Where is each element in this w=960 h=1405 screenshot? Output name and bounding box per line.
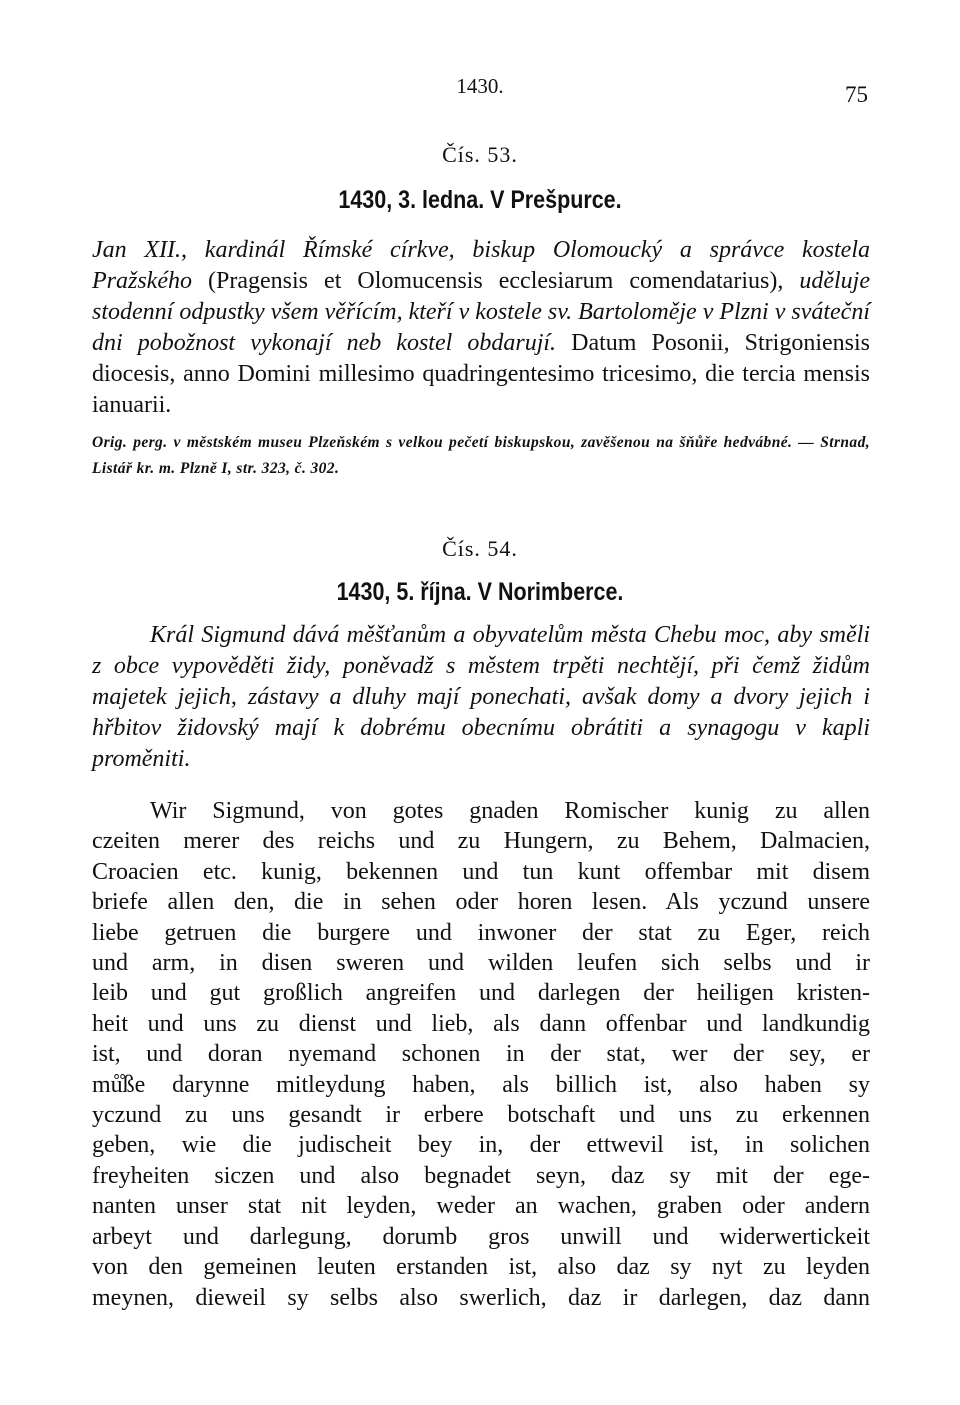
source-note-text: Orig. perg. v městském museu Plzeňském s velkou pečetí biskupskou, zavěšenou na šňůře hedvábné. — Strnad, Listář kr. m. Plzně I, str. 323, č. 302.: [92, 434, 870, 477]
document-text-paragraph: [92, 796, 870, 1313]
text-line: Wir Sigmund, von gotes gnaden Romischer kunig zu allen: [150, 798, 870, 824]
text-line: geben, wie die judischeit bey in, der ettwevil ist, in solichen: [92, 1132, 870, 1159]
regest-italic-part-2: uděluje stodenní odpustky všem věřícím, kteří v kostele sv. Bartoloměje v Plzni v sváteční dni pobožnost vykonají neb kostel obdarují.: [92, 268, 870, 356]
text-line: leib und gut großlich angreifen und darlegen der heiligen kristen-: [92, 980, 870, 1007]
text-line: meynen, dieweil sy selbs also swerlich, daz ir darlegen, daz dann: [92, 1284, 870, 1311]
text-line: czeiten merer des reichs und zu Hungern, zu Behem, Dalmacien,: [92, 828, 870, 855]
document-date-place-54: 1430, 5. října. V Norimberce.: [336, 578, 624, 606]
document-number-53: Čís. 53.: [442, 142, 518, 167]
regest-latin-part: (Pragensis et Olomucensis ecclesiarum comendatarius),: [191, 268, 800, 294]
text-line: yczund zu uns gesandt ir erbere botschaft und uns zu erkennen: [92, 1102, 870, 1129]
datum-clause: Datum Posonii, Strigoniensis diocesis, anno Domini millesimo quadringentesimo tricesimo, die tercia mensis ianuarii.: [92, 330, 870, 418]
text-line: Croacien etc. kunig, bekennen und tun kunt offembar mit disem: [92, 858, 870, 885]
running-header-year: 1430.: [456, 74, 504, 98]
regest-53: [92, 235, 870, 421]
document-text-54: [92, 796, 870, 1313]
text-line: freyheiten siczen und also begnadet seyn, daz sy mit der ege-: [92, 1162, 870, 1189]
text-line: briefe allen den, die in sehen oder horen lesen. Als yczund unsere: [92, 889, 870, 916]
text-line: ist, und doran nyemand schonen in der stat, wer der sey, er: [92, 1041, 870, 1068]
text-line: arbeyt und darlegung, dorumb gros unwill und widerwertickeit: [92, 1223, 870, 1250]
regest-italic-part: Jan XII., kardinál Římské církve, biskup Olomoucký a správce kostela Pražského: [92, 237, 870, 294]
source-note-53: [92, 430, 870, 482]
document-number-54: Čís. 54.: [442, 536, 518, 561]
text-line: von den gemeinen leuten erstanden ist, also daz sy nyt zu leyden: [92, 1254, 870, 1281]
text-line: und arm, in disen sweren und wilden leufen sich selbs und ir: [92, 950, 870, 977]
regest-paragraph: Král Sigmund dává měšťanům a obyvatelům města Chebu moc, aby směli z obce vypověděti židy, poněvadž s městem trpěti nechtějí, při čemž židům majetek jejich, zástavy a dluhy mají ponechati, avšak domy a dvory jejich i hřbitov židovský mají k dobrému obecnímu obrátiti a synagogu v kapli proměniti.: [92, 622, 870, 772]
text-line: nanten unser stat nit leyden, weder an wachen, graben oder andern: [92, 1193, 870, 1220]
regest-54: [92, 620, 870, 775]
text-line: mů̊ße darynne mitleydung haben, als billich ist, also haben sy: [92, 1071, 870, 1098]
document-date-place-53: 1430, 3. ledna. V Prešpurce.: [338, 186, 622, 214]
text-line: heit und uns zu dienst und lieb, als dann offenbar und landkundig: [92, 1010, 870, 1037]
page-number: 75: [845, 82, 868, 107]
regest-paragraph: [92, 235, 870, 421]
text-line: liebe getruen die burgere und inwoner der stat zu Eger, reich: [92, 919, 870, 946]
